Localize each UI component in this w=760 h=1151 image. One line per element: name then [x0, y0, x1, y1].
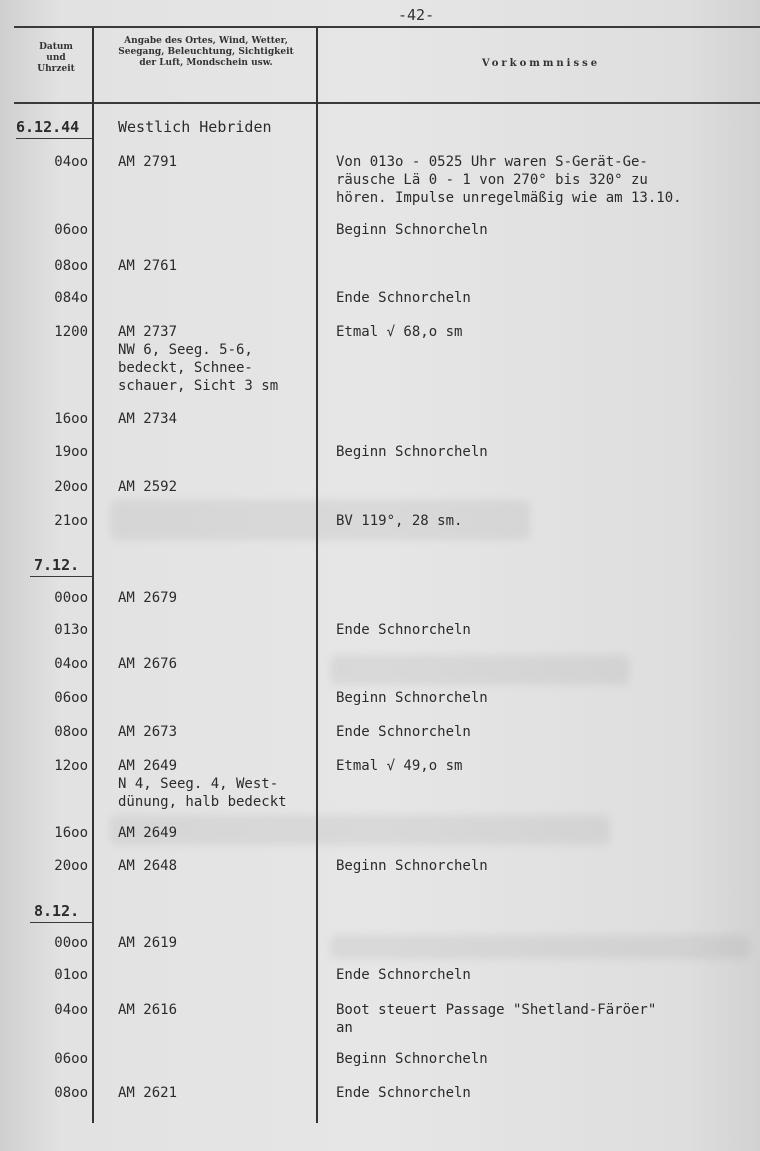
date-1: 6.12.44: [16, 118, 80, 136]
row-position: AM 2679: [118, 590, 178, 606]
page-number: -42-: [398, 6, 435, 24]
date-1-location: Westlich Hebriden: [118, 118, 272, 136]
row-event: Beginn Schnorcheln: [336, 1051, 488, 1067]
row-event: Beginn Schnorcheln: [336, 444, 488, 460]
row-event: Etmal √ 68,o sm: [336, 324, 463, 340]
row-time: 08oo: [54, 1085, 88, 1101]
row-event: Ende Schnorcheln: [336, 622, 471, 638]
row-time: 00oo: [54, 590, 88, 606]
row-position: AM 2619: [118, 935, 178, 951]
row-time: 04oo: [54, 154, 88, 170]
date-2-underline: [30, 576, 92, 577]
row-time: 21oo: [54, 513, 88, 529]
row-position: AM 2673: [118, 724, 178, 740]
row-event: Ende Schnorcheln: [336, 290, 471, 306]
row-event: Ende Schnorcheln: [336, 724, 471, 740]
row-event: Etmal √ 49,o sm: [336, 758, 463, 774]
row-event: Boot steuert Passage "Shetland-Färöer" an: [336, 1002, 657, 1036]
row-time: 08oo: [54, 724, 88, 740]
row-position: AM 2761: [118, 258, 178, 274]
date-3-underline: [30, 922, 92, 923]
row-event: Beginn Schnorcheln: [336, 690, 488, 706]
row-position: AM 2737 NW 6, Seeg. 5-6, bedeckt, Schnee- schauer, Sicht 3 sm: [118, 324, 279, 394]
header-datum: Datum und Uhrzeit: [37, 42, 75, 74]
row-event: Beginn Schnorcheln: [336, 222, 488, 238]
row-time: 1200: [54, 324, 88, 340]
row-event: Ende Schnorcheln: [336, 967, 471, 983]
row-time: 06oo: [54, 690, 88, 706]
row-position: AM 2592: [118, 479, 178, 495]
row-position: AM 2621: [118, 1085, 178, 1101]
row-position: AM 2791: [118, 154, 178, 170]
row-position: AM 2676: [118, 656, 178, 672]
row-time: 04oo: [54, 656, 88, 672]
row-time: 01oo: [54, 967, 88, 983]
row-time: 06oo: [54, 1051, 88, 1067]
row-event: Ende Schnorcheln: [336, 1085, 471, 1101]
row-time: 16oo: [54, 411, 88, 427]
row-event: BV 119°, 28 sm.: [336, 513, 463, 529]
header-vorkommnisse: Vorkommnisse: [481, 58, 601, 69]
row-time: 19oo: [54, 444, 88, 460]
date-1-underline: [16, 138, 92, 139]
row-time: 013o: [54, 622, 88, 638]
row-position: AM 2616: [118, 1002, 178, 1018]
date-3: 8.12.: [34, 902, 80, 920]
row-time: 06oo: [54, 222, 88, 238]
row-time: 084o: [54, 290, 88, 306]
row-position: AM 2649: [118, 825, 178, 841]
row-time: 20oo: [54, 479, 88, 495]
date-2: 7.12.: [34, 556, 80, 574]
row-position: AM 2649 N 4, Seeg. 4, West- dünung, halb bedeckt: [118, 758, 287, 810]
row-time: 12oo: [54, 758, 88, 774]
row-time: 04oo: [54, 1002, 88, 1018]
row-position: AM 2734: [118, 411, 178, 427]
row-event: Von 013o - 0525 Uhr waren S-Gerät-Ge- räusche Lä 0 - 1 von 270° bis 320° zu hören. Impulse unregelmäßig wie am 13.10.: [336, 154, 682, 206]
row-position: AM 2648: [118, 858, 178, 874]
row-time: 16oo: [54, 825, 88, 841]
header-bottom-rule: [14, 102, 760, 104]
row-time: 20oo: [54, 858, 88, 874]
column-divider-left: [92, 28, 94, 1123]
row-time: 08oo: [54, 258, 88, 274]
row-time: 00oo: [54, 935, 88, 951]
header-top-rule: [14, 26, 760, 28]
column-divider-right: [316, 28, 318, 1123]
row-event: Beginn Schnorcheln: [336, 858, 488, 874]
header-ort: Angabe des Ortes, Wind, Wetter, Seegang, Beleuchtung, Sichtigkeit der Luft, Mondschein usw.: [118, 36, 294, 68]
